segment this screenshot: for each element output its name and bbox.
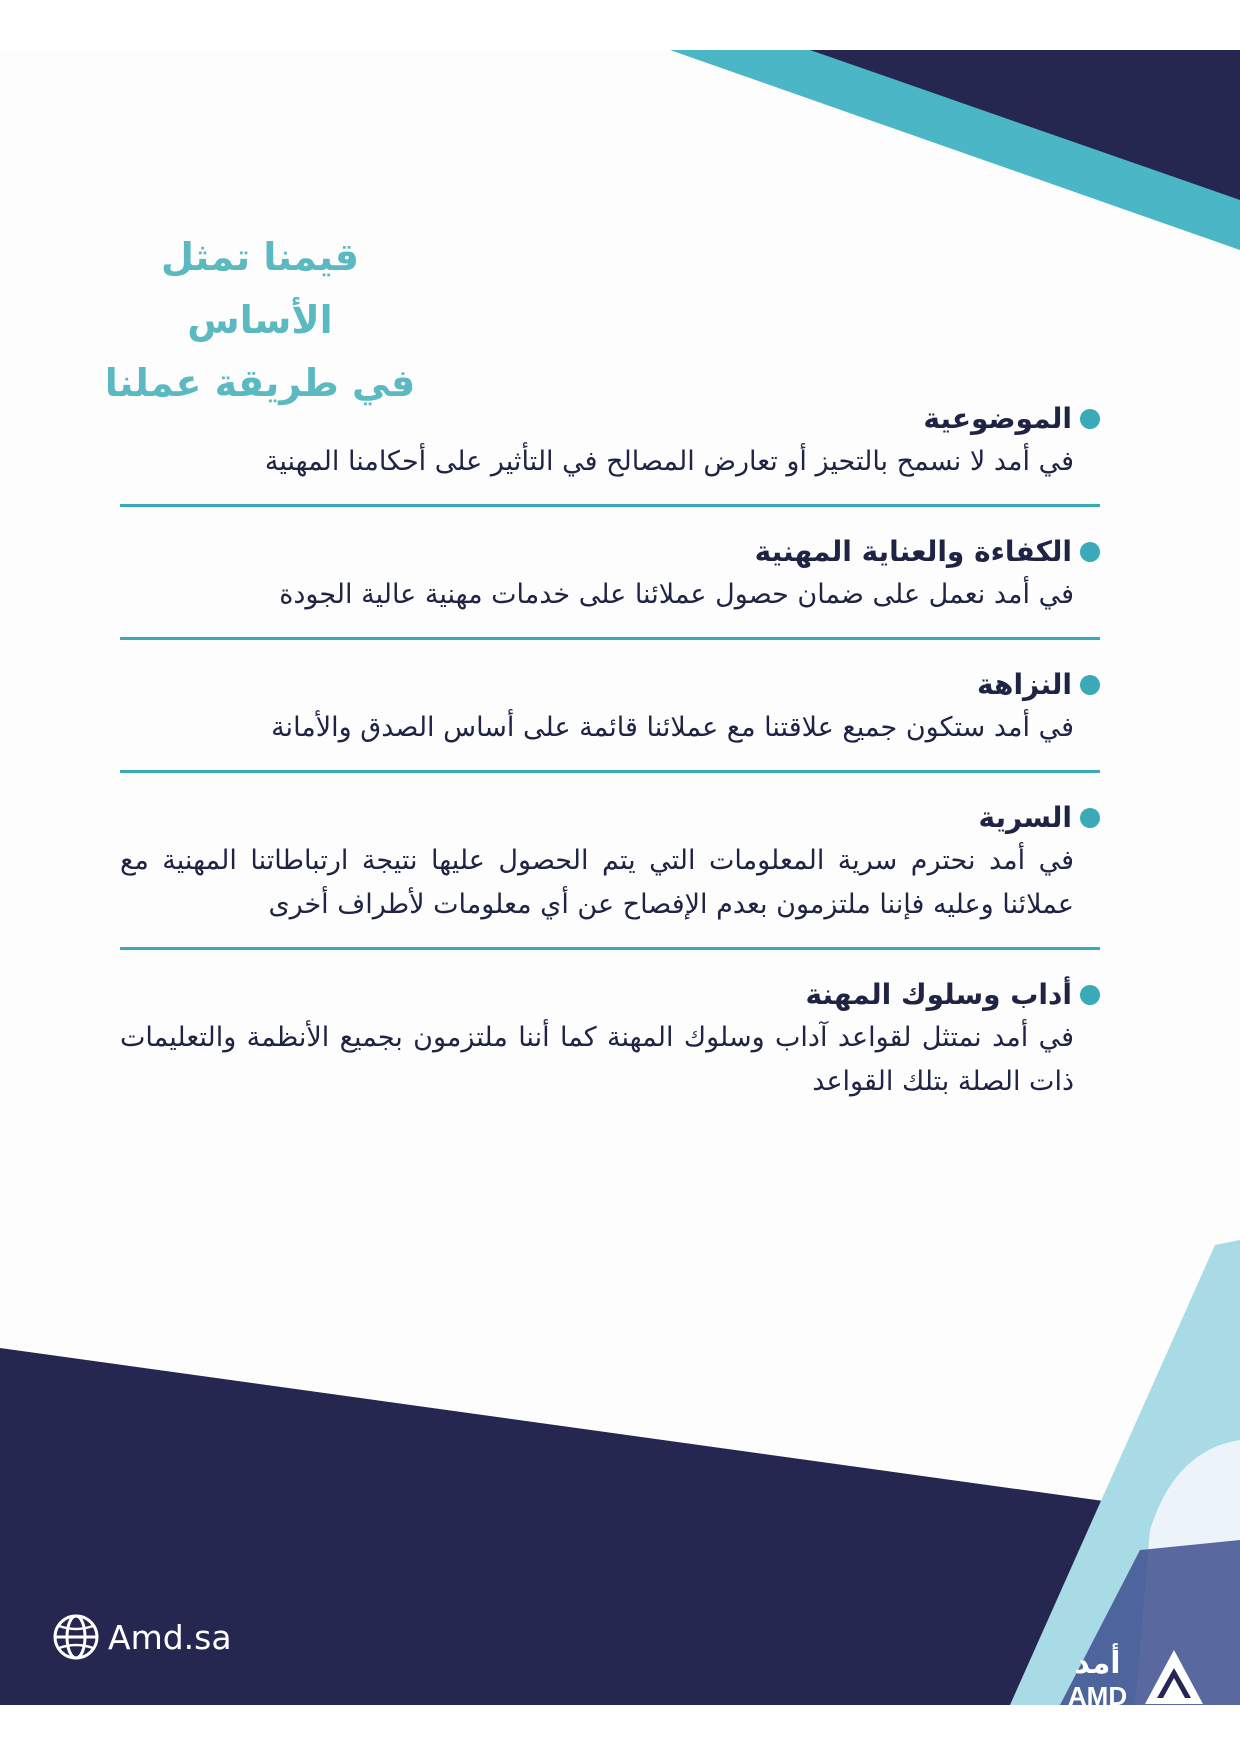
value-text: في أمد نعمل على ضمان حصول عملائنا على خدمات مهنية عالية الجودة (279, 579, 1074, 610)
value-title: الموضوعية (923, 402, 1072, 435)
logo-arabic: أمد (1074, 1646, 1121, 1681)
divider (120, 770, 1100, 773)
value-text: في أمد لا نسمح بالتحيز أو تعارض المصالح في التأثير على أحكامنا المهنية (264, 446, 1074, 477)
divider (120, 947, 1100, 950)
divider (120, 504, 1100, 507)
website-link[interactable] (52, 1613, 232, 1661)
bullet-icon (1080, 675, 1100, 695)
page (0, 50, 1240, 1705)
value-item-competence (120, 531, 1100, 640)
value-text: في أمد ستكون جميع علاقتنا مع عملائنا قائمة على أساس الصدق والأمانة (271, 712, 1074, 743)
website-text: Amd.sa (108, 1617, 232, 1657)
divider (120, 637, 1100, 640)
bullet-icon (1080, 985, 1100, 1005)
globe-icon (52, 1613, 100, 1661)
value-item-integrity (120, 664, 1100, 773)
value-title: أداب وسلوك المهنة (805, 978, 1072, 1011)
tagline (90, 226, 430, 415)
value-item-ethics (120, 974, 1100, 1104)
top-navy-triangle (810, 50, 1240, 200)
bullet-icon (1080, 409, 1100, 429)
logo-english: AMD (1067, 1681, 1128, 1705)
value-item-objectivity (120, 398, 1100, 507)
value-title: السرية (978, 801, 1072, 834)
bullet-icon (1080, 808, 1100, 828)
amd-logo-mark-icon (1143, 1648, 1205, 1705)
value-text: في أمد نحترم سرية المعلومات التي يتم الحصول عليها نتيجة ارتباطاتنا المهنية مع عملائنا وعليه فإننا ملتزمون بعدم الإفصاح عن أي معلومات لأطراف أخرى (120, 845, 1074, 920)
bullet-icon (1080, 542, 1100, 562)
tagline-line-1: قيمنا تمثل الأساس (160, 235, 360, 342)
tagline-line-2: في طريقة عملنا (104, 361, 416, 405)
value-title: النزاهة (977, 668, 1072, 701)
values-list (120, 398, 1100, 1104)
value-item-confidentiality (120, 797, 1100, 950)
value-text: في أمد نمتثل لقواعد آداب وسلوك المهنة كما أننا ملتزمون بجميع الأنظمة والتعليمات ذات الصلة بتلك القواعد (120, 1022, 1074, 1097)
amd-logo (1055, 1648, 1205, 1705)
value-title: الكفاءة والعناية المهنية (754, 535, 1072, 568)
